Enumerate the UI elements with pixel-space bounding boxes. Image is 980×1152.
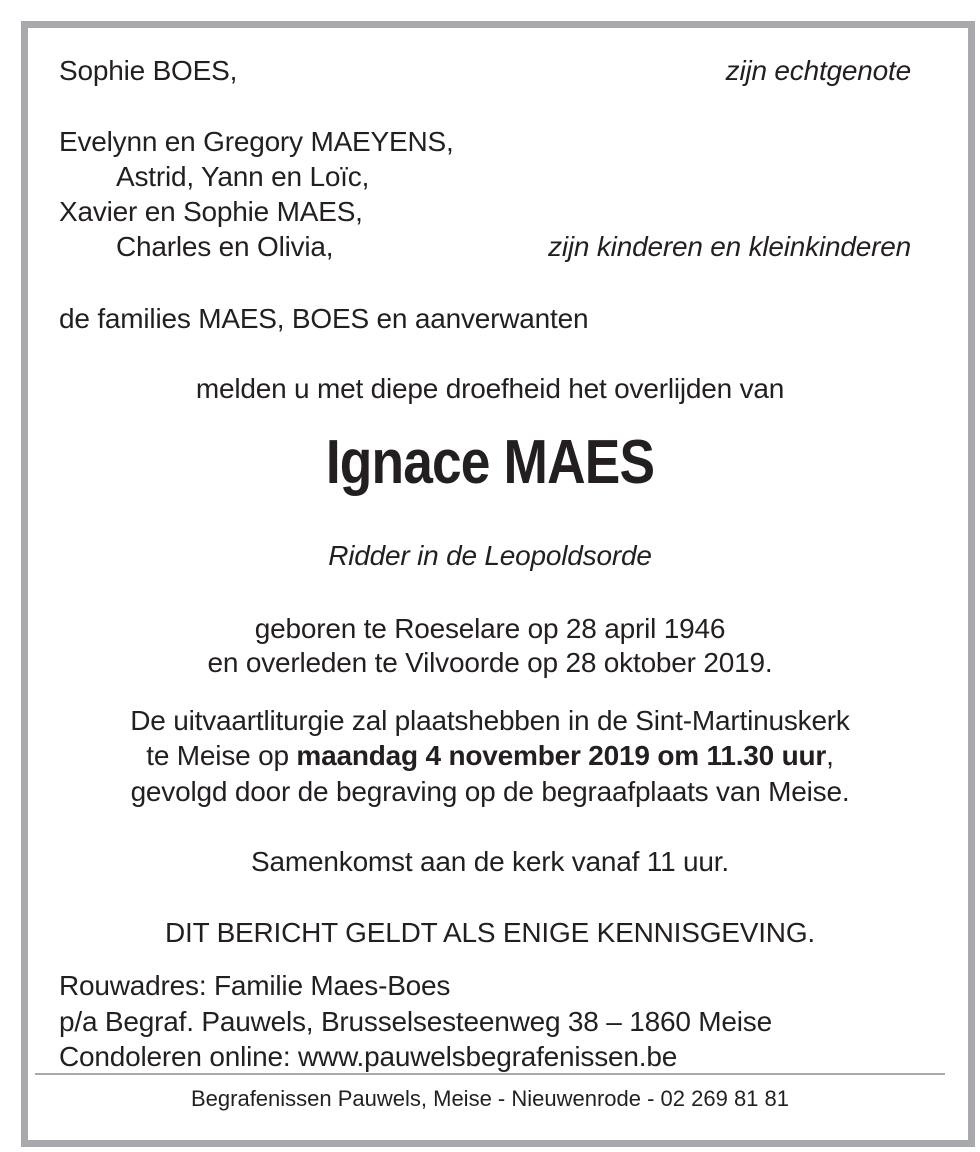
footer-text: Begrafenissen Pauwels, Meise - Nieuwenrode - 02 269 81 81 — [190, 1086, 790, 1111]
child-line-4: Charles en Olivia, — [116, 231, 334, 262]
spouse-name: Sophie BOES, — [59, 55, 238, 86]
families-line: de families MAES, BOES en aanverwanten — [59, 303, 589, 334]
deceased-title: Ridder in de Leopoldsorde — [328, 540, 652, 571]
footer-divider — [35, 1073, 945, 1075]
deceased-name: Ignace MAES — [325, 428, 655, 497]
funeral-date-time: maandag 4 november 2019 om 11.30 uur — [296, 740, 827, 771]
death-line: en overleden te Vilvoorde op 28 oktober 2019. — [207, 647, 773, 678]
funeral-line-2-pre: te Meise op — [146, 740, 297, 771]
address-line-2: p/a Begraf. Pauwels, Brusselsesteenweg 38 – 1860 Meise — [59, 1006, 772, 1037]
funeral-line-2 — [0, 739, 980, 773]
notice-line: DIT BERICHT GELDT ALS ENIGE KENNISGEVING. — [165, 917, 815, 948]
child-line-1: Evelynn en Gregory MAEYENS, — [59, 126, 454, 157]
child-line-2: Astrid, Yann en Loïc, — [116, 161, 370, 192]
funeral-line-1: De uitvaartliturgie zal plaatshebben in de Sint-Martinuskerk — [130, 705, 850, 736]
funeral-line-2-post: , — [826, 740, 834, 771]
child-line-3: Xavier en Sophie MAES, — [59, 196, 363, 227]
condolences-line: Condoleren online: www.pauwelsbegrafenissen.be — [59, 1041, 678, 1072]
funeral-line-3: gevolgd door de begraving op de begraafplaats van Meise. — [130, 776, 850, 807]
spouse-role: zijn echtgenote — [725, 55, 911, 86]
birth-line: geboren te Roeselare op 28 april 1946 — [254, 613, 726, 644]
children-role: zijn kinderen en kleinkinderen — [548, 231, 911, 262]
address-line-1: Rouwadres: Familie Maes-Boes — [59, 970, 451, 1001]
gathering-line: Samenkomst aan de kerk vanaf 11 uur. — [251, 846, 729, 877]
announcement-line: melden u met diepe droefheid het overlijden van — [195, 373, 785, 404]
